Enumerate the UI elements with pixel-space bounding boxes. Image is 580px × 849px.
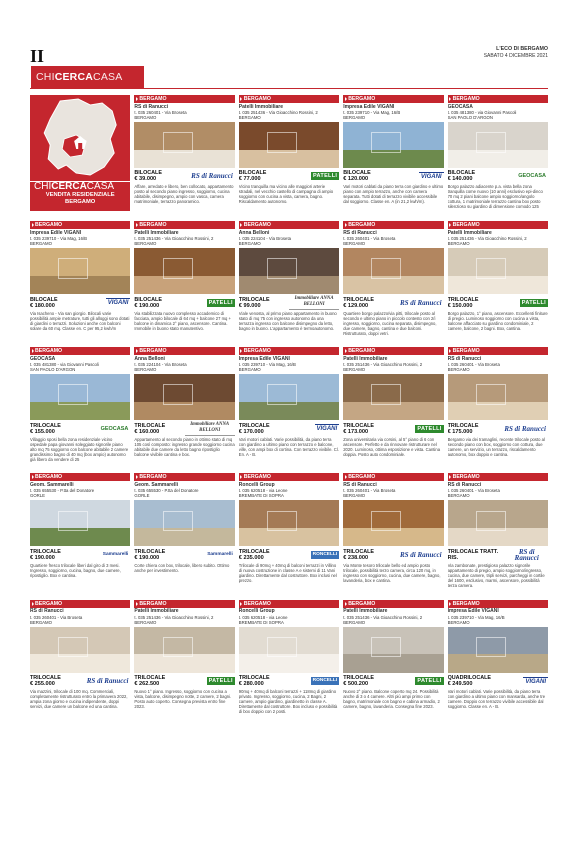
listing-agency: Geom. Sammarelli [30,481,74,488]
listing-price: € 120.000 [343,176,369,183]
listing-description: Via Monte tesoro trilocale bello ed ampio posto trilocale, possibilità terzo camera, circa 120 mq, in ingresso con soggiorno, cucina, due camere, bagno, lavanderia, box e cantina. [343,562,441,583]
listing-photo [30,500,130,546]
listing-contact: t. 035 260401 - Via Broseta [343,488,396,494]
listing-type: BILOCALE [447,170,476,177]
listing-type: TRILOCALE [30,422,61,429]
listing-description: Appartamento al secondo piano in ottimo stato di mq 105 così composto: ingresso grande soggiorno cucina abitabile due camere da letto bagno ripostiglio balcone vivibile cantina e box. [134,436,235,457]
listing-type: QUADRILOCALE [447,675,492,682]
listing-card[interactable] [134,600,234,721]
listing-meta [134,675,234,688]
listing-type: TRILOCALE [30,548,61,555]
listing-contact: t. 035 620518 - via Leone [238,614,288,620]
listing-meta [239,675,339,688]
listing-photo [239,500,339,546]
listing-meta [30,675,130,688]
listing-city-header: BERGAMO [30,600,130,608]
listing-meta [448,548,548,561]
listing-meta [134,422,234,435]
listing-meta [448,296,548,309]
listing-type: BILOCALE [343,170,371,177]
listing-meta [448,675,548,688]
listing-photo [239,627,339,673]
agency-logo: Immobiliare ANNA BELLONI [289,295,339,310]
listing-price: € 99.000 [238,302,261,309]
listing-city-header: BERGAMO [448,600,548,608]
listing-city: BERGAMO [134,241,157,247]
listing-description: Villaggio sposi bella zona residenziale vicino ospedale papa giovanni soleggiato signorile piano alto mq 75 soggiorno con balcone abitabile 2 camere grandissimo bagno di 40 mq (box ampio) autonomo già libero da vendere di 25 [30,436,129,462]
agency-logo: RS di Ranucci [504,424,546,433]
listing-contact: t. 035 260401 - Via Broseta [30,614,83,620]
listing-city-header: BERGAMO [239,95,339,103]
listing-description: Affare, arredato e libero, ben collocato, appartamento posto al secondo piano ingresso, soggiorno, cucina abitabile, disimpegno, ampio con vasca, camera matrimoniale, terrazzo panoramico. [134,184,234,205]
listing-city-header: BERGAMO [134,600,234,608]
listing-type: BILOCALE [134,296,162,303]
listing-description: Viale venosta, al primo piano appartamento in buono stato di mq 75 con ingresso autonomo da una terrazza ingresso con balcone disimpegno da letto, bagno in buono. L'appartamento è termoautonomo. [238,310,337,331]
listing-photo [239,248,339,294]
listing-city-header: BERGAMO [343,95,443,103]
listing-city: BERGAMO [343,367,366,373]
listing-city: BERGAMO [238,114,261,120]
listing-agency: Patelli Immobiliare [343,608,388,615]
listing-contact: t. 035 239710 - Via Mag, 16/B [30,236,88,242]
listing-description: Vari motori cablati. Varie possibilità, da piano terra con giardino a ultimo piano con terrazzo e balcone, ville, con ampi box di cortina. Con terrazzo vivibile. Cl. En. A - B. [238,436,339,457]
listing-price: € 173.000 [343,428,369,435]
listing-meta [343,296,443,309]
agency-logo: PATELLI [417,425,442,432]
listing-type: TRILOCALE [238,296,270,303]
listing-photo [448,122,548,168]
listing-meta [448,422,548,435]
listing-price: € 500.200 [343,681,369,688]
listing-city-header: BERGAMO [30,347,130,355]
listing-contact: t. 035 224104 - Via Broseta [134,362,187,368]
listing-type: TRILOCALE [134,675,166,682]
listing-card[interactable] [134,473,234,594]
listing-city-header: BERGAMO [448,221,548,229]
listing-price: € 150.000 [447,302,473,309]
feature-cerca: CERCA [51,181,87,192]
listing-photo [343,627,443,673]
listing-description: Quartiere borgo palazzo/via pitti, trilocale posto al secondo e ultimo piano in piccolo contesto con 2/i ingresso, soggiorno, cucina separata, disimpegno, due camere, bagno, cantina e due balconi. Ristrutturato, doppi vetri. [343,310,437,336]
listing-city: GORLE [134,493,150,499]
listing-description: Trilocale di 90mq + 40mq di balconi terrazzi in Villino di nuova costruzione in classe A e sistemi di 11 Vani giardino. Direttamente dal costruttore. Box inclusi nel prezzo. [238,562,337,583]
listing-photo [30,627,130,673]
listing-meta [343,422,443,435]
agency-logo: RS di Ranucci [399,298,442,307]
listing-agency: Impresa Edile VIGANI [238,355,290,362]
listing-price: € 140.000 [447,176,473,183]
listing-contact: t. 035 481380 - via Giovanni Pascoli [30,362,99,368]
listing-city-header: BERGAMO [30,221,130,229]
listing-card[interactable] [134,221,234,342]
listing-type: TRILOCALE [343,422,375,429]
listing-card[interactable] [134,347,234,468]
listing-price: € 235.000 [238,554,264,561]
listing-city: BERGAMO [447,367,470,373]
listing-description: Via mazzini, trilocale di 100 mq. Commerciali, completamente ristrutturato entro la primavera 2022, ampia zona giorno e cucina indipendente, doppi servizi, due camere un balcone ed una cantina. [30,689,128,710]
listing-price: € 39.000 [134,176,157,183]
listing-type: TRILOCALE [238,675,270,682]
listing-contact: t. 035 251436 - Via Gioacchino Rossini, 2 [134,614,214,620]
agency-logo: VIGANI [107,300,129,307]
listing-card[interactable] [30,221,130,342]
listing-city-header: BERGAMO [134,347,234,355]
listing-city: BERGAMO [447,241,470,247]
newspaper-date: SABATO 4 DICEMBRE 2021 [483,52,548,59]
listing-price: € 77.000 [238,176,261,183]
listing-contact: t. 035 260401 - Via Broseta [447,362,500,368]
listing-contact: t. 035 251436 - Via Gioacchino Rossini, 2 [447,236,527,242]
listing-price: € 155.000 [30,428,55,435]
listing-agency: RS di Ranucci [343,481,377,488]
listing-contact: t. 035 251436 - Via Gioacchino Rossini, 2 [343,362,423,368]
listing-card[interactable] [448,347,548,468]
feature-chi: CHI [34,181,52,192]
listing-photo [30,374,130,420]
listing-city-header: BERGAMO [343,473,443,481]
listing-type: BILOCALE [30,296,58,303]
listing-card[interactable] [30,347,130,468]
listing-meta [30,296,130,309]
listing-description: Bergamo via dei tramaglini, recente trilocale posto al secondo piano con box, soggiorno con cottura, due camere, un servizio, un terrazzo, riscaldamento autonomo, box doppio e cantina. [447,436,545,457]
listing-card[interactable] [239,473,339,594]
listing-card[interactable] [448,473,548,594]
listing-description: Vari motori cablati da piano terra con giardino e ultimo piano con ampio terrazzo, anche con camera separata. Tutti dotati di terrazzo vivibile accessibile dal soggiorno. Classe en. A (in 21,2 kwh/m). [343,184,444,205]
listing-card[interactable] [343,221,443,342]
listing-photo [239,122,339,168]
listing-agency: Patelli Immobiliare [134,608,179,615]
agency-logo: VIGANI [316,426,338,433]
listing-type: TRILOCALE [238,548,270,555]
listing-price: € 280.000 [238,681,264,688]
listing-price: € 262.500 [134,681,160,688]
listing-photo [448,500,548,546]
listing-city: BERGAMO [30,619,52,625]
listing-card[interactable] [343,95,443,216]
listing-type: BILOCALE [238,170,267,177]
listing-agency: GEOCASA [447,103,473,110]
feature-brand [30,181,130,211]
listing-card[interactable] [239,221,339,342]
listing-description: Nuovo 2° piano. Balcone coperto mq 24. Possibilità anche di 3 o 4 camere. Altri più ampi primo con bagno, matrimoniale con bagno e cabina armadio, 2 camere, bagno, lavanderia. Consegna fine 2023. [343,689,440,710]
listing-photo [343,122,443,168]
listing-description: Borgo palazzo adiacente p.a. vista bella zona tranquilla come nuovo (10 anni) esclusivo epi-dinco 70 mq 2 piani balcone ampio soggiorno/angolo cottura, 1 matrimoniale terrazzo cantina box posto silenzioso su giardino di dimensione comodo 125 [447,184,543,210]
listing-agency: Impresa Edile VIGANI [30,229,82,236]
listing-agency: Roncelli Group [238,481,275,488]
listing-city: BERGAMO [447,619,470,625]
listing-city: BERGAMO [134,367,157,373]
listing-description: Vari motori cablati. Varie possibilità, da piano terra con giardino a ultimo piano con mansarda, anche tre camere. Doppio con terrazzo vivibile accessibile dal soggiorno. Classe en. A - B. [447,689,546,710]
listing-agency: RS di Ranucci [30,608,64,615]
listing-photo [30,248,130,294]
listing-meta [134,296,234,309]
listing-agency: Patelli Immobiliare [343,355,388,362]
listing-price: € 160.000 [134,428,160,435]
listing-card[interactable] [343,473,443,594]
listing-agency: GEOCASA [30,355,56,362]
listing-card[interactable] [239,95,339,216]
listing-city: BERGAMO [343,619,366,625]
listing-price: € 129.000 [343,302,369,309]
listing-type: TRILOCALE [238,422,270,429]
listing-city: BERGAMO [134,619,157,625]
listing-city-header: BERGAMO [239,600,339,608]
listing-agency: Geom. Sammarelli [134,481,179,488]
agency-logo: PATELLI [312,173,338,180]
listing-card[interactable] [30,473,130,594]
listing-price: € 190.000 [134,302,160,309]
listing-photo [448,248,548,294]
listing-contact: t. 035 260401 - Via Broseta [134,109,187,115]
listing-card[interactable] [448,221,548,342]
listing-city: BREMBATE DI SOPRA [238,619,284,625]
listing-description: Quartiere fresco trilocale liberi dal giro di 3 mesi. Ingresso, soggiorno, cucina, bagno, due camere, ripostiglio. Box e cantina. [30,562,121,578]
listing-city-header: BERGAMO [134,221,234,229]
listing-description: Corte chiera con box, trilocale, libero subito. Ottimo anche per investimento. [134,562,230,573]
listing-price: € 190.000 [30,554,55,561]
listing-meta [448,170,548,183]
listing-photo [448,627,548,673]
listing-city: BERGAMO [30,241,52,247]
listing-photo [134,500,234,546]
listing-city: BERGAMO [343,241,366,247]
listing-description: Vicino tranquilla ma vicino alle maggiori arterie stradali, nel vecchio castello di campagna di ampio soggiorno con cucina a vista, camera, bagno. Riscaldamento autonomo. [238,184,334,205]
listing-photo [239,374,339,420]
listing-city: BERGAMO [343,114,366,120]
newspaper-header [484,46,548,59]
agency-logo: RONCELLI [312,551,338,557]
listing-city-header: BERGAMO [134,95,234,103]
agency-logo: GEOCASA [100,425,129,432]
listing-description: Nuovo 1° piano. Ingresso, soggiorno con cucina a vista, balcone, disimpegno notte, 2 camere, 2 bagni. Posto auto coperto. Consegna prevista entro fine 2023. [134,689,232,710]
listing-description: Via zambonate, prestigioso palazzo signorile appartamento di pregio, ampio soggiorno/ingresso, cucina, due camere, tripli servizi, parcheggi in cortile del 1600, esclusivo, marmi, ascensore, possibilità terza camera. [447,562,545,588]
listing-type: TRILOCALE [30,675,61,682]
listing-card[interactable] [30,600,130,721]
listing-description: 90mq + 40mq di balconi terrazzi + 118mq di giardino privato. Ingresso, soggiorno, cucina, 2 Bagni, 2 camere, ampio giardino, giardinetto in classe A. Direttamente dal costruttore. Box incluso e possibilità di box doppio con 2 posti. [238,689,338,715]
listing-contact: t. 035 251436 - Via Gioacchino Rossini, 2 [238,109,318,115]
listing-card[interactable] [239,347,339,468]
agency-logo: PATELLI [208,299,233,306]
listing-city-header: BERGAMO [343,600,443,608]
listing-card[interactable] [343,600,443,721]
listing-photo [134,627,234,673]
map-graphic [30,95,130,181]
section-brand [31,66,144,88]
listing-city: SAN PAOLO D'ARGON [447,114,493,120]
agency-logo: Sammarelli [207,551,233,557]
listing-agency: Impresa Edile VIGANI [343,103,395,110]
listing-agency: Roncelli Group [238,608,275,615]
listing-contact: t. 035 239710 - Via Mag, 16/B [343,109,401,115]
listing-price: € 249.500 [447,681,473,688]
listing-agency: RS di Ranucci [134,103,169,110]
listing-contact: t. 035 260401 - Via Broseta [343,236,396,242]
listing-agency: RS di Ranucci [447,481,482,488]
listing-type: BILOCALE [134,170,162,177]
listing-price: € 180.000 [30,302,55,309]
listing-card[interactable] [239,600,339,721]
agency-logo: PATELLI [417,678,442,685]
agency-logo: RS di Ranucci [514,547,539,562]
agency-logo: RS di Ranucci [399,550,442,559]
agency-logo: Immobiliare ANNA BELLONI [185,421,235,436]
listing-meta [30,422,130,435]
agency-logo: RONCELLI [312,678,338,684]
listing-agency: Patelli Immobiliare [447,229,492,236]
listing-photo [343,500,443,546]
listing-contact: t. 035 481380 - via Giovanni Pascoli [447,109,517,115]
listing-city: BERGAMO [447,493,470,499]
listing-card[interactable] [448,600,548,721]
listing-price: € 238.000 [343,554,369,561]
listing-meta [343,170,443,183]
listing-city: BREMBATE DI SOPRA [238,493,284,499]
listing-card[interactable] [448,95,548,216]
listing-contact: t. 035 251436 - Via Gioacchino Rossini, 2 [134,236,214,242]
listing-description: Via Isacheno - Via san giorgio. Bilocali varie possibilità ampie metrature, tutti gli alloggi sono dotati di giardini o terrazzi. Soluzioni anche con balconi solare da 60 mq. Classe en. C per 95,2 kwh/m [30,310,130,331]
listing-agency: Anna Belloni [134,355,165,362]
listing-type: TRILOCALE TRATT. RIS. [447,548,499,561]
listing-city-header: BERGAMO [134,473,234,481]
listing-type: TRILOCALE [134,548,166,555]
listing-type: TRILOCALE [343,548,375,555]
listing-city: BERGAMO [134,114,157,120]
listing-agency: Patelli Immobiliare [134,229,179,236]
listing-photo [134,122,234,168]
feature-subtitle: BERGAMO [65,199,96,206]
listing-contact: t. 035 655530 - P.tta del Donatore [134,488,199,494]
listing-city: BERGAMO [343,493,366,499]
listing-agency: Anna Belloni [238,229,270,236]
listing-city: BERGAMO [238,241,261,247]
agency-logo: RS di Ranucci [86,677,129,686]
listing-type: TRILOCALE [134,422,166,429]
agency-logo: PATELLI [208,678,233,685]
agency-logo: RS di Ranucci [191,172,233,181]
page-number: II [30,46,45,66]
listing-price: € 170.000 [238,428,264,435]
listing-agency: RS di Ranucci [447,355,482,362]
listing-city-header: BERGAMO [239,221,339,229]
listing-city-header: BERGAMO [343,221,443,229]
listing-contact: t. 035 251436 - Via Gioacchino Rossini, 2 [343,614,423,620]
listing-meta [343,548,443,561]
listing-meta [343,675,443,688]
listing-description: Borgo palazzo, 1° piano, ascensore. Eccellenti finiture di pregio. Luminoso soggiorno con cucina a vista, balcone affacciato su giardino condominiale, 2 camere, balcone, 2 bagni. Box, cantina. [447,310,548,331]
listing-type: TRILOCALE [343,296,375,303]
listing-city-header: BERGAMO [239,473,339,481]
listing-photo [343,248,443,294]
brand-casa: CASA [93,71,123,83]
listing-city-header: BERGAMO [448,347,548,355]
listing-meta [30,548,130,561]
listing-card[interactable] [134,95,234,216]
brand-chi: CHI [36,71,55,83]
bergamo-province-map [30,95,130,181]
listing-city-header: BERGAMO [343,347,443,355]
listing-city-header: BERGAMO [448,95,548,103]
agency-logo: VIGANI [525,678,546,685]
listing-city: SAN PAOLO D'ARGON [30,367,76,373]
agency-logo: Sammarelli [102,551,129,557]
listing-photo [134,248,234,294]
feature-title: VENDITA RESIDENZIALE [45,192,115,199]
agency-logo: PATELLI [521,299,546,306]
listing-city-header: BERGAMO [448,473,548,481]
listing-meta [134,170,234,183]
listing-meta [239,548,339,561]
listing-city: BERGAMO [238,367,261,373]
header-rule [30,88,548,89]
listing-description: Via stabilizzata nuovo complesso accademico di facciata, ampio bilocale di 64 mq + balcone 27 mq + balcone in dinamica 2° piano, ascensore. Cantina. Immobile in buono stato manutentivo. [134,310,231,331]
listing-photo [134,374,234,420]
listing-meta [239,422,339,435]
listing-photo [343,374,443,420]
listing-contact: t. 035 239710 - Via Mag, 16/B [238,362,296,368]
listing-agency: RS di Ranucci [343,229,377,236]
listing-photo [448,374,548,420]
listing-city-header: BERGAMO [30,473,130,481]
listing-contact: t. 035 655530 - P.tta del Donatore [30,488,95,494]
listing-price: € 255.000 [30,681,55,688]
listing-meta [134,548,234,561]
feature-box [30,95,130,216]
agency-logo: VIGANI [420,173,442,180]
feature-casa: CASA [86,181,115,192]
listings-grid [30,95,548,847]
listing-contact: t. 035 239710 - Via Mag, 16/B [447,614,505,620]
listing-agency: Impresa Edile VIGANI [447,608,499,615]
listing-card[interactable] [343,347,443,468]
agency-logo: GEOCASA [518,173,546,180]
listing-contact: t. 035 620518 - via Leone [238,488,288,494]
listing-price: € 175.000 [447,428,473,435]
listing-contact: t. 035 224104 - Via Broseta [238,236,292,242]
listing-contact: t. 035 260401 - Via Broseta [447,488,500,494]
newspaper-name: L'ECO DI BERGAMO [496,46,548,52]
listing-meta [239,296,339,309]
listing-type: TRILOCALE [447,296,479,303]
listing-agency: Patelli Immobiliare [238,103,283,110]
listing-type: TRILOCALE [447,422,479,429]
listing-price: € 190.000 [134,554,160,561]
listing-meta [239,170,339,183]
listing-city-header: BERGAMO [239,347,339,355]
listing-description: Zona universitaria via corsini, al 5° piano di 6 con ascensore. Perfetto e da rinnovare ristrutturare nel 2020. Luminoso, ottima esposizione e vista. Cantina doppia. Posto auto condominiale. [343,436,441,457]
listing-type: TRILOCALE [343,675,375,682]
listing-city: GORLE [30,493,46,499]
brand-cerca: CERCA [54,71,94,83]
